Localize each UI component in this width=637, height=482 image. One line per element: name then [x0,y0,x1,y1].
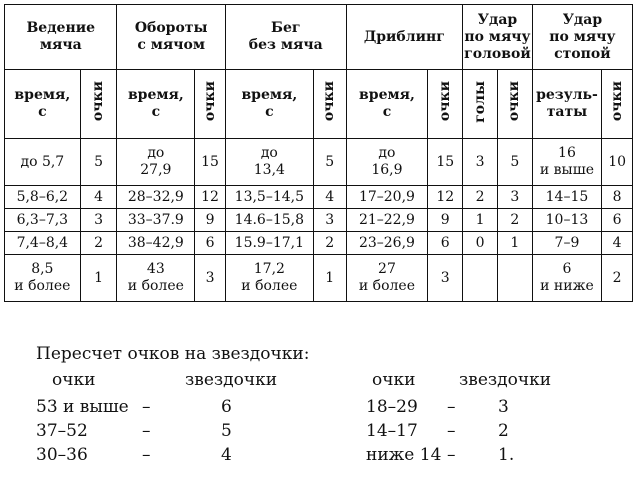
table-cell: 21–22,9 [346,209,428,232]
table-cell [497,255,532,302]
table-cell: 8,5 и более [5,255,81,302]
table-cell: 6,3–7,3 [5,209,81,232]
table-cell: 17–20,9 [346,186,428,209]
table-cell: 9 [428,209,463,232]
table-cell: 7–9 [532,232,602,255]
table-cell: 17,2 и более [225,255,313,302]
left-points-header: очки [52,370,96,390]
table-cell: 3 [463,139,498,186]
table-cell: 6 [195,232,226,255]
left-row-1-stars: 6 [221,397,232,417]
table-cell: 12 [195,186,226,209]
table-cell: 1 [313,255,346,302]
table-cell: 15 [195,139,226,186]
table-cell: 1 [80,255,117,302]
table-row [5,186,633,209]
subheader-label: очки [201,81,218,122]
table-cell: 14.6–15,8 [225,209,313,232]
table-cell: 5,8–6,2 [5,186,81,209]
table-cell: 3 [313,209,346,232]
table-row [5,232,633,255]
table-cell: 28–32,9 [117,186,195,209]
table-row [5,255,633,302]
table-cell: до 16,9 [346,139,428,186]
group-header: Дриблинг [346,5,463,70]
table-cell: до 13,4 [225,139,313,186]
table-cell: до 5,7 [5,139,81,186]
table-cell: 4 [602,232,633,255]
right-row-1-dash: – [447,397,456,417]
left-stars-header: звездочки [185,370,278,390]
table-cell: 27 и более [346,255,428,302]
subheader-label: очки [436,81,453,122]
table-cell: 4 [80,186,117,209]
right-row-2-points: 14–17 [366,421,418,441]
table-cell: 3 [80,209,117,232]
subheader-cell [497,70,532,139]
group-header: Удар по мячу стопой [532,5,632,70]
left-row-2-points: 37–52 [36,421,88,441]
subheader-cell [195,70,226,139]
right-points-header: очки [372,370,416,390]
table-cell: 10–13 [532,209,602,232]
table-cell: 6 [428,232,463,255]
table-cell: 15 [428,139,463,186]
table-cell: 13,5–14,5 [225,186,313,209]
conversion-title: Пересчет очков на звездочки: [36,344,310,364]
right-row-1-stars: 3 [498,397,509,417]
table-cell: 5 [313,139,346,186]
table-cell: 38–42,9 [117,232,195,255]
table-cell: 15.9–17,1 [225,232,313,255]
subheader-label: очки [90,81,107,122]
table-row [5,209,633,232]
group-header: Обороты с мячом [117,5,225,70]
group-header: Ведение мяча [5,5,117,70]
table-cell: 12 [428,186,463,209]
left-row-1-points: 53 и выше [36,397,129,417]
table-cell: 14–15 [532,186,602,209]
table-cell: 2 [602,255,633,302]
table-cell: 6 и ниже [532,255,602,302]
subheader-label: очки [506,81,523,122]
left-row-2-stars: 5 [221,421,232,441]
table-cell: 7,4–8,4 [5,232,81,255]
table-cell: 43 и более [117,255,195,302]
table-cell: 2 [463,186,498,209]
table-cell: 16 и выше [532,139,602,186]
table-cell: 5 [497,139,532,186]
table-cell: 2 [80,232,117,255]
table-cell: 8 [602,186,633,209]
right-row-2-dash: – [447,421,456,441]
subheader-label: голы [471,80,488,123]
subheader-cell: время, с [117,70,195,139]
left-row-2-dash: – [142,421,151,441]
table-cell: 2 [497,209,532,232]
table-row [5,139,633,186]
right-stars-header: звездочки [459,370,552,390]
table-cell: до 27,9 [117,139,195,186]
subheader-cell [463,70,498,139]
table-cell: 0 [463,232,498,255]
table-cell: 10 [602,139,633,186]
left-row-3-stars: 4 [221,445,232,465]
group-header: Бег без мяча [225,5,346,70]
table-cell: 3 [195,255,226,302]
subheader-cell [602,70,633,139]
right-row-1-points: 18–29 [366,397,418,417]
table-cell: 2 [313,232,346,255]
subheader-cell [313,70,346,139]
table-cell: 33–37.9 [117,209,195,232]
subheader-label: очки [608,81,625,122]
right-row-3-dash: – [447,445,456,465]
table-cell: 5 [80,139,117,186]
subheader-cell [428,70,463,139]
subheader-label: очки [321,81,338,122]
table-cell: 4 [313,186,346,209]
subheader-cell [80,70,117,139]
table-cell: 1 [497,232,532,255]
group-header: Удар по мячу головой [463,5,533,70]
subheader-cell: время, с [346,70,428,139]
left-row-3-dash: – [142,445,151,465]
left-row-3-points: 30–36 [36,445,88,465]
subheader-cell: время, с [225,70,313,139]
table-cell: 1 [463,209,498,232]
table-cell: 3 [497,186,532,209]
right-row-3-points: ниже 14 [366,445,442,465]
table-cell: 23–26,9 [346,232,428,255]
subheader-cell: резуль- таты [532,70,602,139]
subheader-cell: время, с [5,70,81,139]
right-row-3-stars: 1. [498,445,515,465]
scoring-table [4,4,633,302]
left-row-1-dash: – [142,397,151,417]
table-cell: 9 [195,209,226,232]
table-cell [463,255,498,302]
table-cell: 6 [602,209,633,232]
right-row-2-stars: 2 [498,421,509,441]
table-cell: 3 [428,255,463,302]
